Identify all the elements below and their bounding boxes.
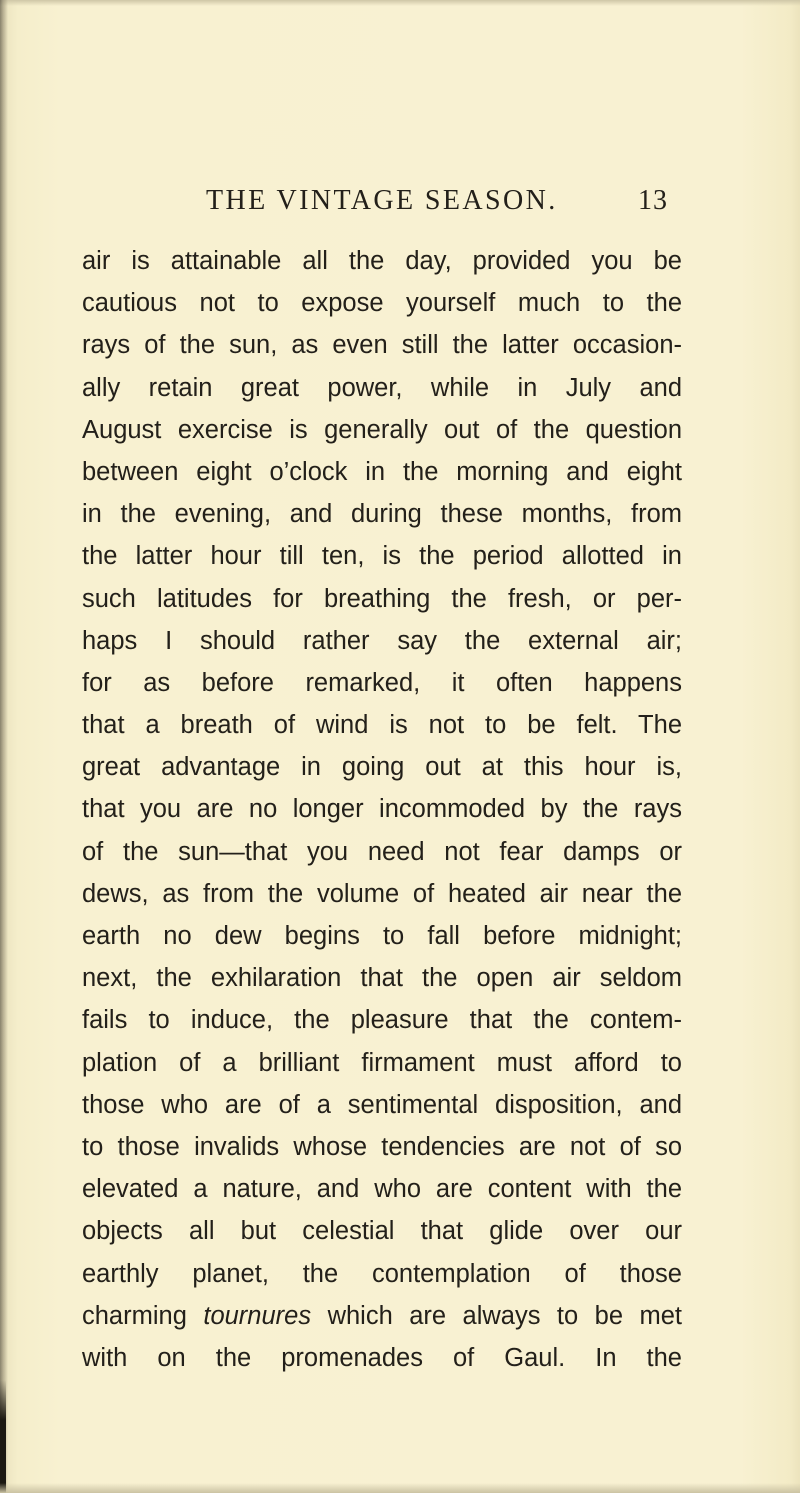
text-line: rays of the sun, as even still the latter occasion- [82, 331, 682, 360]
text-line: such latitudes for breathing the fresh, or per- [82, 584, 682, 613]
text-line-with-italic [82, 1295, 682, 1337]
text-line: great advantage in going out at this hour is, [82, 753, 682, 782]
text-fragment: charming [82, 1301, 187, 1330]
text-line: that a breath of wind is not to be felt. The [82, 711, 682, 740]
text-line: the latter hour till ten, is the period allotted in [82, 542, 682, 571]
text-line: next, the exhilaration that the open air seldom [82, 964, 682, 993]
text-line: haps I should rather say the external air; [82, 626, 682, 655]
text-line: earthly planet, the contemplation of those [82, 1259, 682, 1288]
text-line: objects all but celestial that glide over our [82, 1217, 682, 1246]
text-line: for as before remarked, it often happens [82, 668, 682, 697]
text-line: dews, as from the volume of heated air near the [82, 879, 682, 908]
text-line: with on the promenades of Gaul. In the [82, 1343, 682, 1372]
text-line: between eight o’clock in the morning and eight [82, 457, 682, 486]
text-line: those who are of a sentimental disposition, and [82, 1090, 682, 1119]
text-line: earth no dew begins to fall before midnight; [82, 922, 682, 950]
page-bottom-edge [0, 1483, 800, 1493]
text-line: of the sun—that you need not fear damps or [82, 837, 682, 866]
text-line: August exercise is generally out of the question [82, 415, 682, 444]
running-head-title: THE VINTAGE SEASON. [206, 185, 558, 216]
text-line: cautious not to expose yourself much to the [82, 289, 682, 318]
text-line: in the evening, and during these months, from [82, 500, 682, 529]
text-line: air is attainable all the day, provided you be [82, 247, 682, 275]
spine-dark-edge [0, 1380, 6, 1493]
running-head [206, 185, 686, 225]
page-number: 13 [638, 185, 668, 216]
spine-shadow [0, 0, 8, 1493]
text-line: ally retain great power, while in July and [82, 373, 682, 402]
body-text [82, 240, 682, 1379]
text-line: plation of a brilliant firmament must afford to [82, 1048, 682, 1077]
text-line: fails to induce, the pleasure that the contem- [82, 1006, 682, 1035]
italic-word: tournures [203, 1301, 312, 1330]
text-line: that you are no longer incommoded by the rays [82, 795, 682, 824]
text-line: elevated a nature, and who are content with the [82, 1175, 682, 1204]
page-top-edge [0, 0, 800, 6]
text-line: to those invalids whose tendencies are not of so [82, 1132, 682, 1161]
text-fragment: which are always to be met [327, 1301, 682, 1330]
